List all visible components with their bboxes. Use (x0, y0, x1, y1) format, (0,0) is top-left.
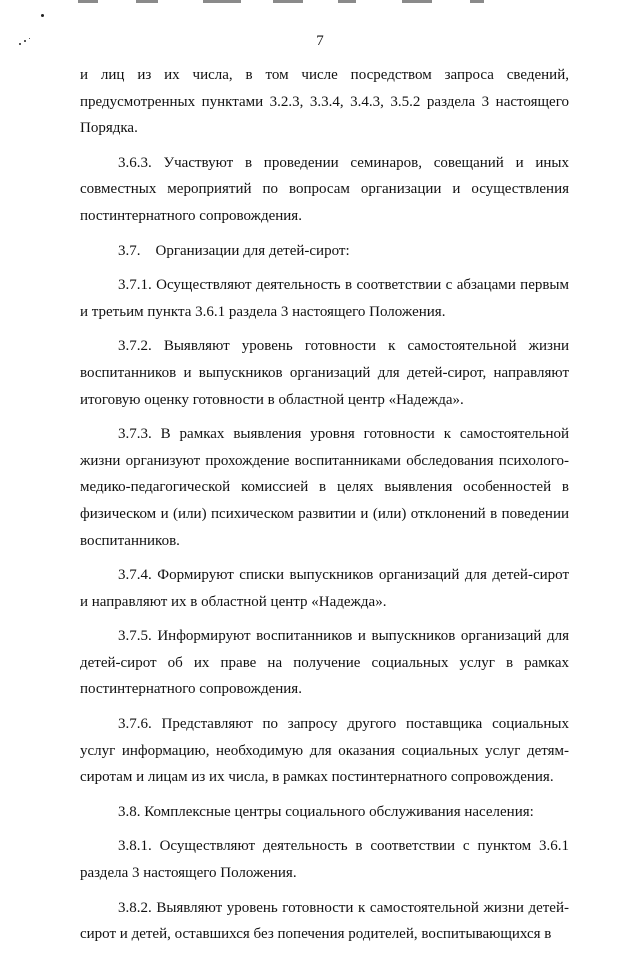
paragraph-continuation: и лиц из их числа, в том числе посредством запроса сведений, предусмотренных пунктами 3.2.3, 3.3.4, 3.4.3, 3.5.2 раздела 3 настоящего Порядка. (80, 67, 569, 137)
scan-speck (41, 14, 44, 17)
section-heading-3-8: 3.8. Комплексные центры социального обслуживания населения: (118, 803, 534, 820)
paragraph-3-8-1: 3.8.1. Осуществляют деятельность в соответствии с пунктом 3.6.1 раздела 3 настоящего Положения. (80, 838, 569, 882)
paragraph-3-6-3: 3.6.3. Участвуют в проведении семинаров, совещаний и иных совместных мероприятий по вопросам организации и осуществления постинтернатного сопровождения. (80, 154, 569, 224)
paragraph-3-7-5: 3.7.5. Информируют воспитанников и выпускников организаций для детей-сирот об их праве на получение социальных услуг в рамках постинтернатного сопровождения. (80, 628, 569, 698)
section-heading-3-7: 3.7. Организации для детей-сирот: (118, 242, 350, 259)
page-number: 7 (316, 33, 324, 49)
paragraph-3-7-4: 3.7.4. Формируют списки выпускников организаций для детей-сирот и направляют их в областной центр «Надежда». (80, 567, 569, 610)
paragraph-3-7-1: 3.7.1. Осуществляют деятельность в соответствии с абзацами первым и третьим пункта 3.6.1 раздела 3 настоящего Положения. (80, 277, 569, 320)
paragraph-3-7-6: 3.7.6. Представляют по запросу другого поставщика социальных услуг информацию, необходимую для оказания социальных услуг детям-сиротам и лицам из их числа, в рамках постинтернатного сопровождения. (80, 716, 569, 786)
paragraph-3-7-3: 3.7.3. В рамках выявления уровня готовности к самостоятельной жизни организуют прохождение воспитанниками обследования психолого-медико-педагогической комиссией в целях выявления особенностей в физическом и (или) психическом развитии и (или) отклонений в поведении воспитанников. (80, 426, 569, 549)
paragraph-3-8-2: 3.8.2. Выявляют уровень готовности к самостоятельной жизни детей-сирот и детей, оставшихся без попечения родителей, воспитывающихся в (80, 899, 569, 943)
scan-artifact-top (0, 0, 640, 4)
document-body (80, 62, 569, 956)
paragraph-3-7-2: 3.7.2. Выявляют уровень готовности к самостоятельной жизни воспитанников и выпускников организаций для детей-сирот, направляют итоговую оценку готовности в областной центр «Надежда». (80, 338, 569, 408)
